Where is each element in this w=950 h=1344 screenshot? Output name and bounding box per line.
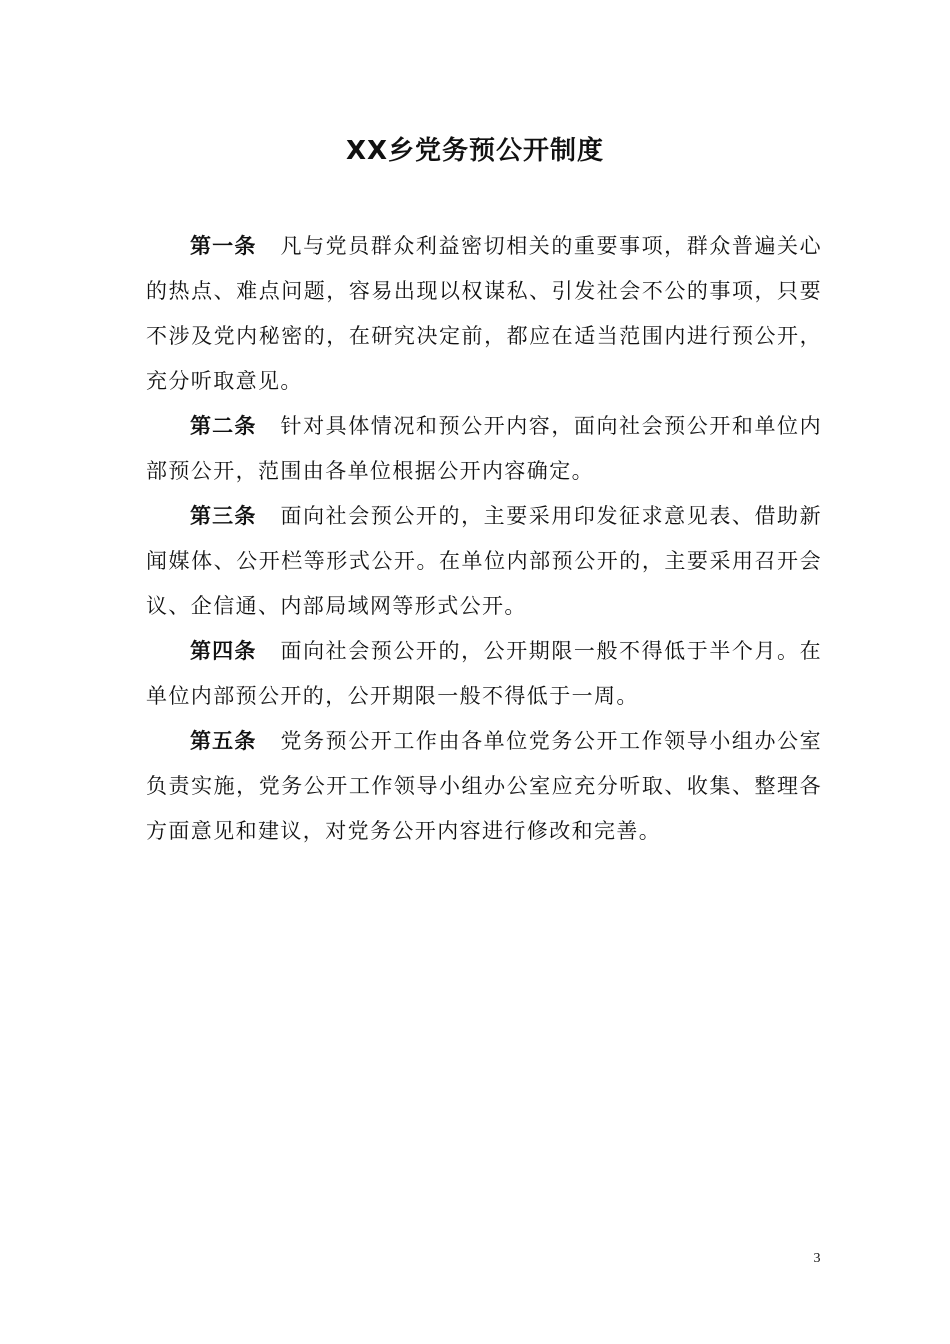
- article-label: 第三条: [190, 504, 257, 528]
- article-text: 面向社会预公开的，公开期限一般不得低于半个月。在单位内部预公开的，公开期限一般不得低于一周。: [146, 639, 822, 708]
- article-label: 第一条: [190, 234, 257, 258]
- article-text: 党务预公开工作由各单位党务公开工作领导小组办公室负责实施，党务公开工作领导小组办公室应充分听取、收集、整理各方面意见和建议，对党务公开内容进行修改和完善。: [146, 729, 822, 843]
- article-text: 凡与党员群众利益密切相关的重要事项，群众普遍关心的热点、难点问题，容易出现以权谋私、引发社会不公的事项，只要不涉及党内秘密的，在研究决定前，都应在适当范围内进行预公开，充分听取意见。: [146, 234, 822, 393]
- article-2: [146, 404, 822, 494]
- article-1: [146, 224, 822, 404]
- article-text: 面向社会预公开的，主要采用印发征求意见表、借助新闻媒体、公开栏等形式公开。在单位内部预公开的，主要采用召开会议、企信通、内部局域网等形式公开。: [146, 504, 822, 618]
- article-label: 第二条: [190, 414, 257, 438]
- article-3: [146, 494, 822, 629]
- document-title: XX乡党务预公开制度: [345, 136, 605, 166]
- article-label: 第四条: [190, 639, 257, 663]
- article-4: [146, 629, 822, 719]
- document-body: [146, 224, 822, 854]
- article-5: [146, 719, 822, 854]
- article-text: 针对具体情况和预公开内容，面向社会预公开和单位内部预公开，范围由各单位根据公开内容确定。: [146, 414, 822, 483]
- article-label: 第五条: [190, 729, 257, 753]
- page-number: 3: [813, 1251, 821, 1266]
